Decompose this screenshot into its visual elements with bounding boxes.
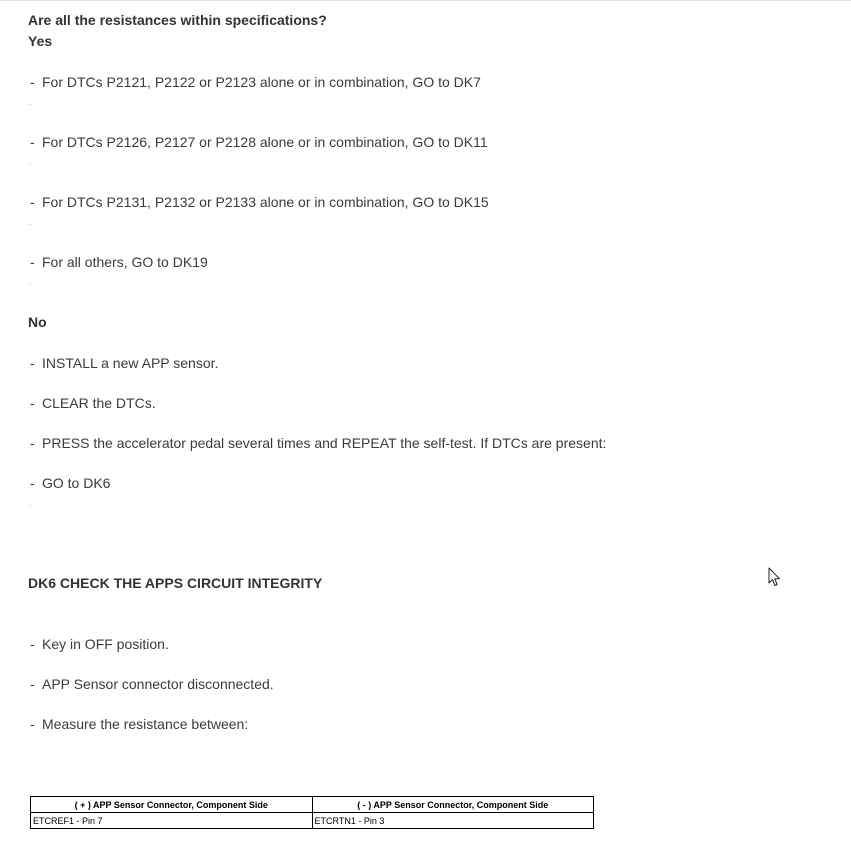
section-item bbox=[28, 636, 169, 652]
table-header-negative: ( - ) APP Sensor Connector, Component Side bbox=[312, 797, 594, 813]
section-title: DK6 CHECK THE APPS CIRCUIT INTEGRITY bbox=[28, 575, 323, 591]
separator-dot: · bbox=[29, 100, 32, 109]
bullet-dash: - bbox=[30, 475, 35, 491]
section-item-text: Key in OFF position. bbox=[42, 636, 169, 652]
no-item-text: PRESS the accelerator pedal several times and REPEAT the self-test. If DTCs are present: bbox=[42, 435, 607, 451]
resistance-table bbox=[30, 796, 594, 829]
yes-label: Yes bbox=[28, 33, 53, 49]
bullet-dash: - bbox=[30, 676, 35, 692]
bullet-dash: - bbox=[30, 435, 35, 451]
no-label: No bbox=[28, 314, 47, 330]
no-item bbox=[28, 475, 110, 491]
yes-item-text: For DTCs P2121, P2122 or P2123 alone or in combination, GO to DK7 bbox=[42, 74, 481, 90]
bullet-dash: - bbox=[30, 716, 35, 732]
separator-dot: · bbox=[29, 160, 32, 169]
section-item bbox=[28, 716, 248, 732]
section-item-text: APP Sensor connector disconnected. bbox=[42, 676, 274, 692]
yes-item-text: For DTCs P2131, P2132 or P2133 alone or in combination, GO to DK15 bbox=[42, 194, 489, 210]
yes-item bbox=[28, 254, 208, 270]
section-item-text: Measure the resistance between: bbox=[42, 716, 249, 732]
top-border bbox=[0, 0, 851, 1]
no-item-text: INSTALL a new APP sensor. bbox=[42, 355, 219, 371]
no-item bbox=[28, 355, 218, 371]
mouse-pointer-icon bbox=[768, 567, 782, 587]
section-item bbox=[28, 676, 274, 692]
yes-item-text: For DTCs P2126, P2127 or P2128 alone or in combination, GO to DK11 bbox=[42, 134, 488, 150]
yes-item-text: For all others, GO to DK19 bbox=[42, 254, 208, 270]
table-cell: ETCRTN1 - Pin 3 bbox=[312, 813, 594, 829]
yes-item bbox=[28, 74, 481, 90]
yes-item bbox=[28, 194, 489, 210]
no-item-text: GO to DK6 bbox=[42, 475, 111, 491]
bullet-dash: - bbox=[30, 74, 35, 90]
bullet-dash: - bbox=[30, 636, 35, 652]
table-header-row bbox=[31, 797, 594, 813]
bullet-dash: - bbox=[30, 134, 35, 150]
separator-dot: · bbox=[29, 280, 32, 289]
no-item-text: CLEAR the DTCs. bbox=[42, 395, 156, 411]
separator-dot: · bbox=[29, 501, 32, 510]
table-header-positive: ( + ) APP Sensor Connector, Component Side bbox=[31, 797, 313, 813]
no-item bbox=[28, 435, 606, 451]
table-cell: ETCREF1 - Pin 7 bbox=[31, 813, 313, 829]
question-heading: Are all the resistances within specifications? bbox=[28, 12, 327, 28]
table-row bbox=[31, 813, 594, 829]
bullet-dash: - bbox=[30, 355, 35, 371]
bullet-dash: - bbox=[30, 254, 35, 270]
separator-dot: · bbox=[29, 220, 32, 229]
yes-item bbox=[28, 134, 488, 150]
no-item bbox=[28, 395, 156, 411]
bullet-dash: - bbox=[30, 194, 35, 210]
bullet-dash: - bbox=[30, 395, 35, 411]
